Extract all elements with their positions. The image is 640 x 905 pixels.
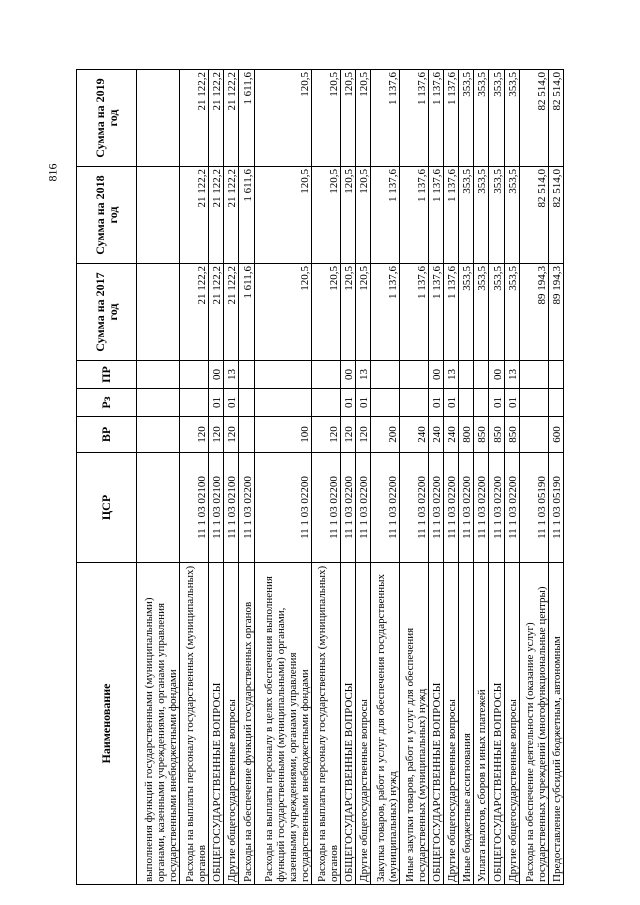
cell-rz [548,389,563,417]
table-row [504,70,519,885]
cell-vr [519,417,548,453]
cell-pr: 00 [489,361,504,389]
cell-pr [239,361,254,389]
cell-rz [519,389,548,417]
cell-s2017: 120,5 [340,264,355,361]
cell-name: Другие общегосударственные вопросы [504,563,519,885]
cell-csr: 11 1 03 02200 [444,453,459,563]
cell-rz [180,389,209,417]
cell-s2019: 82 514,0 [548,70,563,167]
cell-csr: 11 1 03 02200 [239,453,254,563]
table-header-row [77,70,137,885]
cell-s2018: 120,5 [355,167,370,264]
header-sum-2017: Сумма на 2017 год [77,264,137,361]
cell-pr [399,361,428,389]
cell-csr: 11 1 03 02200 [428,453,443,563]
cell-s2018: 1 137,6 [444,167,459,264]
cell-s2018 [137,167,180,264]
cell-pr: 00 [340,361,355,389]
header-vr: ВР [77,417,137,453]
cell-s2018: 1 137,6 [370,167,399,264]
cell-rz [137,389,180,417]
cell-rz: 01 [340,389,355,417]
cell-csr: 11 1 03 02200 [370,453,399,563]
cell-rz: 01 [224,389,239,417]
cell-s2019: 82 514,0 [519,70,548,167]
table-row [444,70,459,885]
table-body [137,70,564,885]
cell-s2018: 82 514,0 [519,167,548,264]
cell-name: Расходы на выплаты персоналу государственных (муниципальных) органов [311,563,340,885]
cell-vr: 120 [340,417,355,453]
header-sum-2018: Сумма на 2018 год [77,167,137,264]
cell-s2017: 353,5 [459,264,474,361]
cell-s2019: 120,5 [340,70,355,167]
table-row [459,70,474,885]
cell-pr [137,361,180,389]
cell-name: ОБЩЕГОСУДАРСТВЕННЫЕ ВОПРОСЫ [489,563,504,885]
cell-name: Другие общегосударственные вопросы [355,563,370,885]
cell-rz [474,389,489,417]
cell-s2018: 353,5 [504,167,519,264]
cell-pr [254,361,311,389]
cell-s2019: 21 122,2 [209,70,224,167]
cell-s2017: 120,5 [355,264,370,361]
table-row [489,70,504,885]
cell-name: ОБЩЕГОСУДАРСТВЕННЫЕ ВОПРОСЫ [340,563,355,885]
cell-s2018: 21 122,2 [180,167,209,264]
table-row [254,70,311,885]
cell-s2018: 120,5 [340,167,355,264]
cell-s2019: 353,5 [474,70,489,167]
cell-name: Предоставление субсидий бюджетным, автономным [548,563,563,885]
cell-pr [519,361,548,389]
header-pr: ПР [77,361,137,389]
cell-pr [370,361,399,389]
table-row [355,70,370,885]
cell-s2017: 1 137,6 [444,264,459,361]
cell-s2017: 89 194,3 [548,264,563,361]
cell-pr: 00 [209,361,224,389]
cell-s2018: 1 611,6 [239,167,254,264]
cell-csr: 11 1 03 02200 [254,453,311,563]
cell-vr: 800 [459,417,474,453]
cell-pr [474,361,489,389]
cell-vr: 850 [504,417,519,453]
cell-vr: 120 [180,417,209,453]
cell-s2019: 120,5 [254,70,311,167]
cell-rz [399,389,428,417]
cell-s2018: 120,5 [311,167,340,264]
table-row [137,70,180,885]
cell-pr: 13 [504,361,519,389]
cell-rz: 01 [444,389,459,417]
cell-vr: 120 [311,417,340,453]
cell-rz [370,389,399,417]
table-row [474,70,489,885]
cell-s2019: 120,5 [311,70,340,167]
cell-name: Расходы на обеспечение деятельности (оказание услуг) государственных учреждений (многофункциональные центры) [519,563,548,885]
cell-pr: 13 [224,361,239,389]
cell-rz [239,389,254,417]
cell-csr: 11 1 03 05190 [548,453,563,563]
cell-vr [137,417,180,453]
cell-s2018: 353,5 [489,167,504,264]
cell-s2017: 21 122,2 [224,264,239,361]
cell-s2017: 1 137,6 [399,264,428,361]
cell-s2019: 353,5 [459,70,474,167]
cell-s2019: 21 122,2 [180,70,209,167]
cell-name: Расходы на выплаты персоналу государственных (муниципальных) органов [180,563,209,885]
cell-name: ОБЩЕГОСУДАРСТВЕННЫЕ ВОПРОСЫ [209,563,224,885]
cell-s2019: 1 137,6 [370,70,399,167]
cell-vr: 850 [474,417,489,453]
cell-rz [254,389,311,417]
header-csr: ЦСР [77,453,137,563]
cell-pr [180,361,209,389]
cell-name: Другие общегосударственные вопросы [444,563,459,885]
header-name: Наименование [77,563,137,885]
cell-csr: 11 1 03 02200 [399,453,428,563]
cell-s2017: 21 122,2 [209,264,224,361]
cell-s2018: 353,5 [474,167,489,264]
cell-vr: 120 [355,417,370,453]
cell-csr: 11 1 03 02200 [340,453,355,563]
cell-rz: 01 [489,389,504,417]
cell-s2017: 353,5 [504,264,519,361]
cell-vr: 240 [428,417,443,453]
cell-csr [137,453,180,563]
cell-s2019: 1 611,6 [239,70,254,167]
cell-name: Расходы на обеспечение функций государственных органов [239,563,254,885]
cell-rz: 01 [209,389,224,417]
cell-name: выполнения функций государственными (муниципальными) органами, казенными учреждениями, органами управления государственными внебюджетными фондами [137,563,180,885]
cell-csr: 11 1 03 02200 [311,453,340,563]
cell-pr [459,361,474,389]
cell-rz: 01 [428,389,443,417]
cell-csr: 11 1 03 05190 [519,453,548,563]
table-row [370,70,399,885]
cell-name: Иные бюджетные ассигнования [459,563,474,885]
cell-name: ОБЩЕГОСУДАРСТВЕННЫЕ ВОПРОСЫ [428,563,443,885]
cell-s2018: 82 514,0 [548,167,563,264]
cell-csr: 11 1 03 02200 [474,453,489,563]
cell-vr: 120 [209,417,224,453]
cell-vr: 120 [224,417,239,453]
cell-vr: 200 [370,417,399,453]
cell-s2017: 120,5 [254,264,311,361]
cell-pr [311,361,340,389]
cell-rz: 01 [504,389,519,417]
page-number: 816 [45,163,60,182]
cell-s2017 [137,264,180,361]
budget-table [76,69,564,885]
cell-s2019: 1 137,6 [399,70,428,167]
cell-s2019: 353,5 [504,70,519,167]
cell-name: Расходы на выплаты персоналу в целях обеспечения выполнения функций государственными (муниципальными) органами, казенными учреждениями, органами управления государственными внебюджетными фондами [254,563,311,885]
table-row [340,70,355,885]
cell-s2019: 353,5 [489,70,504,167]
cell-s2017: 1 137,6 [370,264,399,361]
cell-rz: 01 [355,389,370,417]
cell-csr: 11 1 03 02200 [489,453,504,563]
cell-s2017: 120,5 [311,264,340,361]
cell-name: Уплата налогов, сборов и иных платежей [474,563,489,885]
cell-rz [311,389,340,417]
cell-csr: 11 1 03 02100 [209,453,224,563]
cell-s2018: 21 122,2 [209,167,224,264]
cell-csr: 11 1 03 02200 [504,453,519,563]
header-rz: Рз [77,389,137,417]
cell-s2017: 353,5 [474,264,489,361]
table-row [180,70,209,885]
cell-rz [459,389,474,417]
cell-name: Закупка товаров, работ и услуг для обеспечения государственных (муниципальных) нужд [370,563,399,885]
cell-s2017: 89 194,3 [519,264,548,361]
cell-s2019: 21 122,2 [224,70,239,167]
cell-s2018: 353,5 [459,167,474,264]
table-row [548,70,563,885]
table-row [519,70,548,885]
cell-vr: 850 [489,417,504,453]
table-row [311,70,340,885]
header-sum-2019: Сумма на 2019 год [77,70,137,167]
cell-name: Иные закупки товаров, работ и услуг для обеспечения государственных (муниципальных) нужд [399,563,428,885]
cell-s2017: 21 122,2 [180,264,209,361]
cell-s2018: 120,5 [254,167,311,264]
cell-pr: 13 [444,361,459,389]
cell-pr [548,361,563,389]
cell-s2019: 120,5 [355,70,370,167]
cell-csr: 11 1 03 02200 [355,453,370,563]
cell-s2019: 1 137,6 [444,70,459,167]
cell-s2017: 1 611,6 [239,264,254,361]
table-row [209,70,224,885]
cell-vr: 240 [444,417,459,453]
cell-vr: 100 [254,417,311,453]
table-row [224,70,239,885]
cell-name: Другие общегосударственные вопросы [224,563,239,885]
cell-s2018: 1 137,6 [399,167,428,264]
cell-csr: 11 1 03 02100 [224,453,239,563]
rotated-page-content [76,69,564,885]
cell-s2017: 353,5 [489,264,504,361]
table-row [399,70,428,885]
cell-vr [239,417,254,453]
cell-csr: 11 1 03 02100 [180,453,209,563]
cell-csr: 11 1 03 02200 [459,453,474,563]
table-row [239,70,254,885]
cell-s2019 [137,70,180,167]
cell-pr: 00 [428,361,443,389]
cell-pr: 13 [355,361,370,389]
cell-s2019: 1 137,6 [428,70,443,167]
cell-s2018: 1 137,6 [428,167,443,264]
cell-vr: 600 [548,417,563,453]
cell-vr: 240 [399,417,428,453]
table-row [428,70,443,885]
cell-s2018: 21 122,2 [224,167,239,264]
cell-s2017: 1 137,6 [428,264,443,361]
